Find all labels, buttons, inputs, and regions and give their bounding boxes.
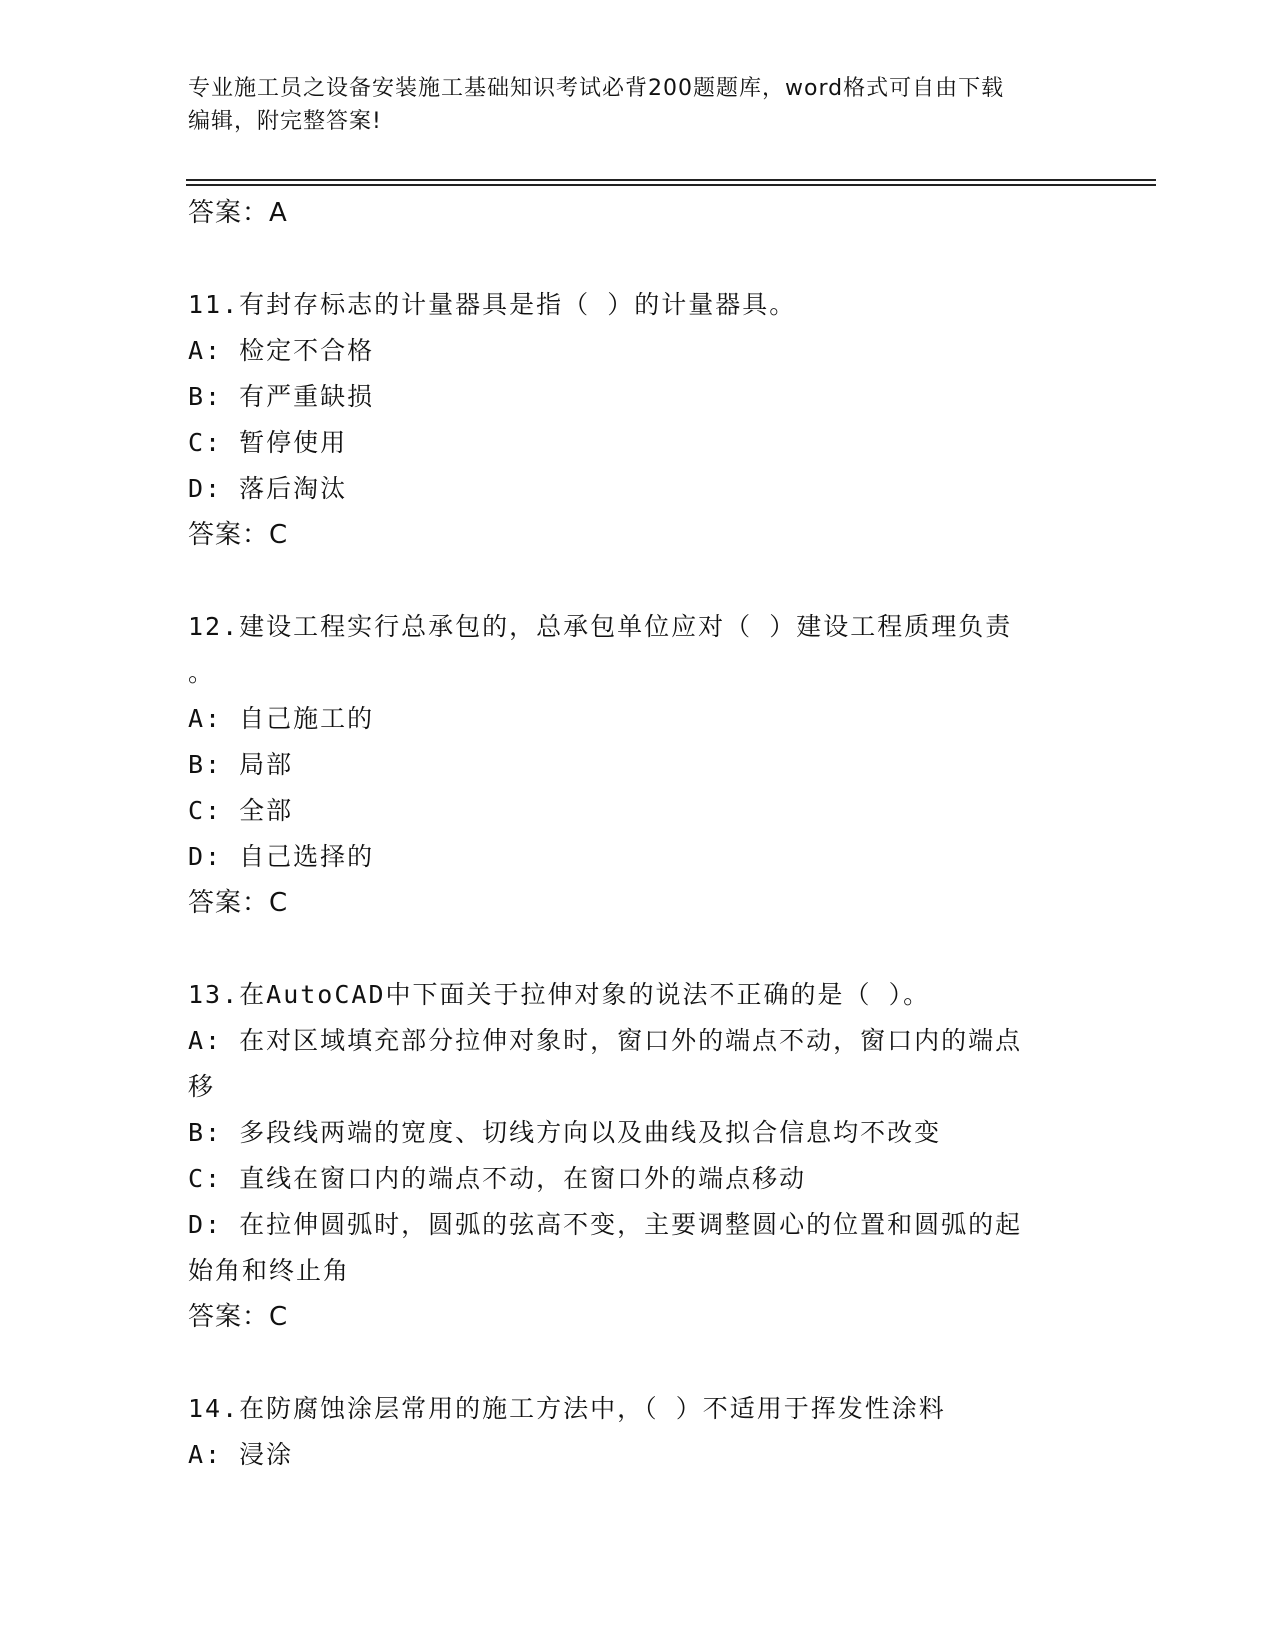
question-stem: 11.有封存标志的计量器具是指（ ）的计量器具。 — [188, 290, 797, 319]
option-b: B: 局部 — [188, 750, 294, 779]
question-14 — [188, 1386, 1088, 1478]
option-c: C: 直线在窗口内的端点不动，在窗口外的端点移动 — [188, 1164, 807, 1193]
page-header — [188, 72, 1088, 138]
question-stem: 13.在AutoCAD中下面关于拉伸对象的说法不正确的是（ ）。 — [188, 980, 931, 1009]
question-13 — [188, 972, 1088, 1340]
question-stem-line-2: 。 — [188, 658, 216, 687]
question-stem-line-1: 12.建设工程实行总承包的，总承包单位应对（ ）建设工程质理负责 — [188, 612, 1013, 641]
option-b: B: 多段线两端的宽度、切线方向以及曲线及拟合信息均不改变 — [188, 1118, 942, 1147]
answer: 答案：C — [188, 1302, 289, 1332]
option-a-line-1: A: 在对区域填充部分拉伸对象时，窗口外的端点不动，窗口内的端点 — [188, 1026, 1023, 1055]
spacer — [188, 236, 1088, 282]
option-c: C: 暂停使用 — [188, 428, 348, 457]
spacer — [188, 1340, 1088, 1386]
question-11 — [188, 282, 1088, 558]
question-list — [188, 190, 1088, 1478]
option-d: D: 落后淘汰 — [188, 474, 348, 503]
answer: 答案：C — [188, 520, 289, 550]
answer-previous: 答案：A — [188, 198, 288, 228]
option-a: A: 浸涂 — [188, 1440, 294, 1469]
spacer — [188, 926, 1088, 972]
header-rule-bottom — [186, 184, 1156, 186]
spacer — [188, 558, 1088, 604]
answer: 答案：C — [188, 888, 289, 918]
option-d-line-2: 始角和终止角 — [188, 1256, 351, 1285]
option-d: D: 自己选择的 — [188, 842, 375, 871]
option-a: A: 自己施工的 — [188, 704, 375, 733]
header-line-1: 专业施工员之设备安装施工基础知识考试必背200题题库，word格式可自由下载 — [188, 76, 1005, 101]
option-c: C: 全部 — [188, 796, 294, 825]
header-rule-top — [186, 179, 1156, 181]
option-b: B: 有严重缺损 — [188, 382, 375, 411]
option-a-line-2: 移 — [188, 1072, 216, 1101]
option-a: A: 检定不合格 — [188, 336, 375, 365]
option-d-line-1: D: 在拉伸圆弧时，圆弧的弦高不变，主要调整圆心的位置和圆弧的起 — [188, 1210, 1023, 1239]
header-line-2: 编辑，附完整答案! — [188, 109, 382, 134]
question-12 — [188, 604, 1088, 926]
question-stem: 14.在防腐蚀涂层常用的施工方法中，（ ）不适用于挥发性涂料 — [188, 1394, 946, 1423]
